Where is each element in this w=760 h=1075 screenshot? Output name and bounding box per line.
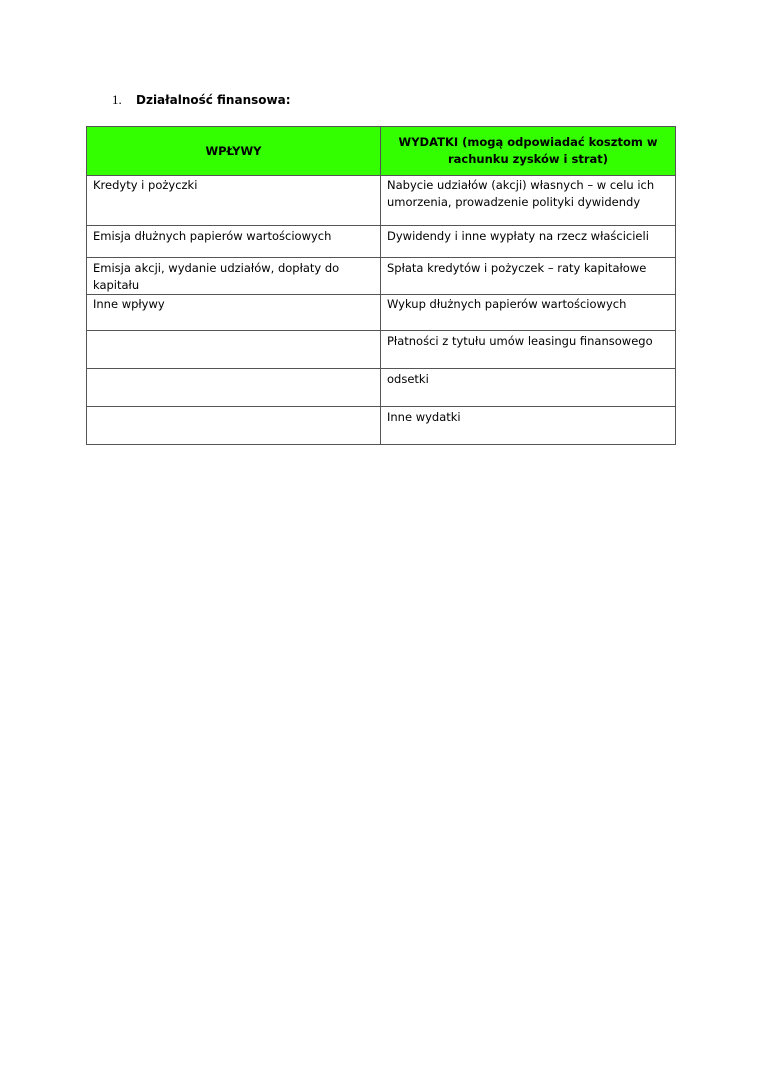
inflow-cell: Emisja dłużnych papierów wartościowych xyxy=(87,226,381,258)
outflow-cell: Inne wydatki xyxy=(381,407,676,445)
section-title: Działalność finansowa: xyxy=(136,93,291,107)
inflow-cell xyxy=(87,407,381,445)
outflow-cell: Płatności z tytułu umów leasingu finansowego xyxy=(381,331,676,369)
header-outflows: WYDATKI (mogą odpowiadać kosztom w rachunku zysków i strat) xyxy=(381,127,676,176)
section-heading xyxy=(112,92,291,108)
table-row xyxy=(87,226,676,258)
outflow-cell: odsetki xyxy=(381,369,676,407)
table-row xyxy=(87,176,676,226)
inflow-cell xyxy=(87,331,381,369)
inflow-cell: Kredyty i pożyczki xyxy=(87,176,381,226)
table-row xyxy=(87,369,676,407)
table-row xyxy=(87,407,676,445)
table-header-row xyxy=(87,127,676,176)
table-row xyxy=(87,295,676,331)
financing-activity-table xyxy=(86,126,676,445)
inflow-cell: Inne wpływy xyxy=(87,295,381,331)
table-row xyxy=(87,331,676,369)
section-number: 1. xyxy=(112,92,122,107)
outflow-cell: Dywidendy i inne wypłaty na rzecz właścicieli xyxy=(381,226,676,258)
header-inflows: WPŁYWY xyxy=(87,127,381,176)
outflow-cell: Nabycie udziałów (akcji) własnych – w celu ich umorzenia, prowadzenie polityki dywidendy xyxy=(381,176,676,226)
outflow-cell: Spłata kredytów i pożyczek – raty kapitałowe xyxy=(381,258,676,295)
outflow-cell: Wykup dłużnych papierów wartościowych xyxy=(381,295,676,331)
inflow-cell xyxy=(87,369,381,407)
inflow-cell: Emisja akcji, wydanie udziałów, dopłaty do kapitału xyxy=(87,258,381,295)
table-row xyxy=(87,258,676,295)
